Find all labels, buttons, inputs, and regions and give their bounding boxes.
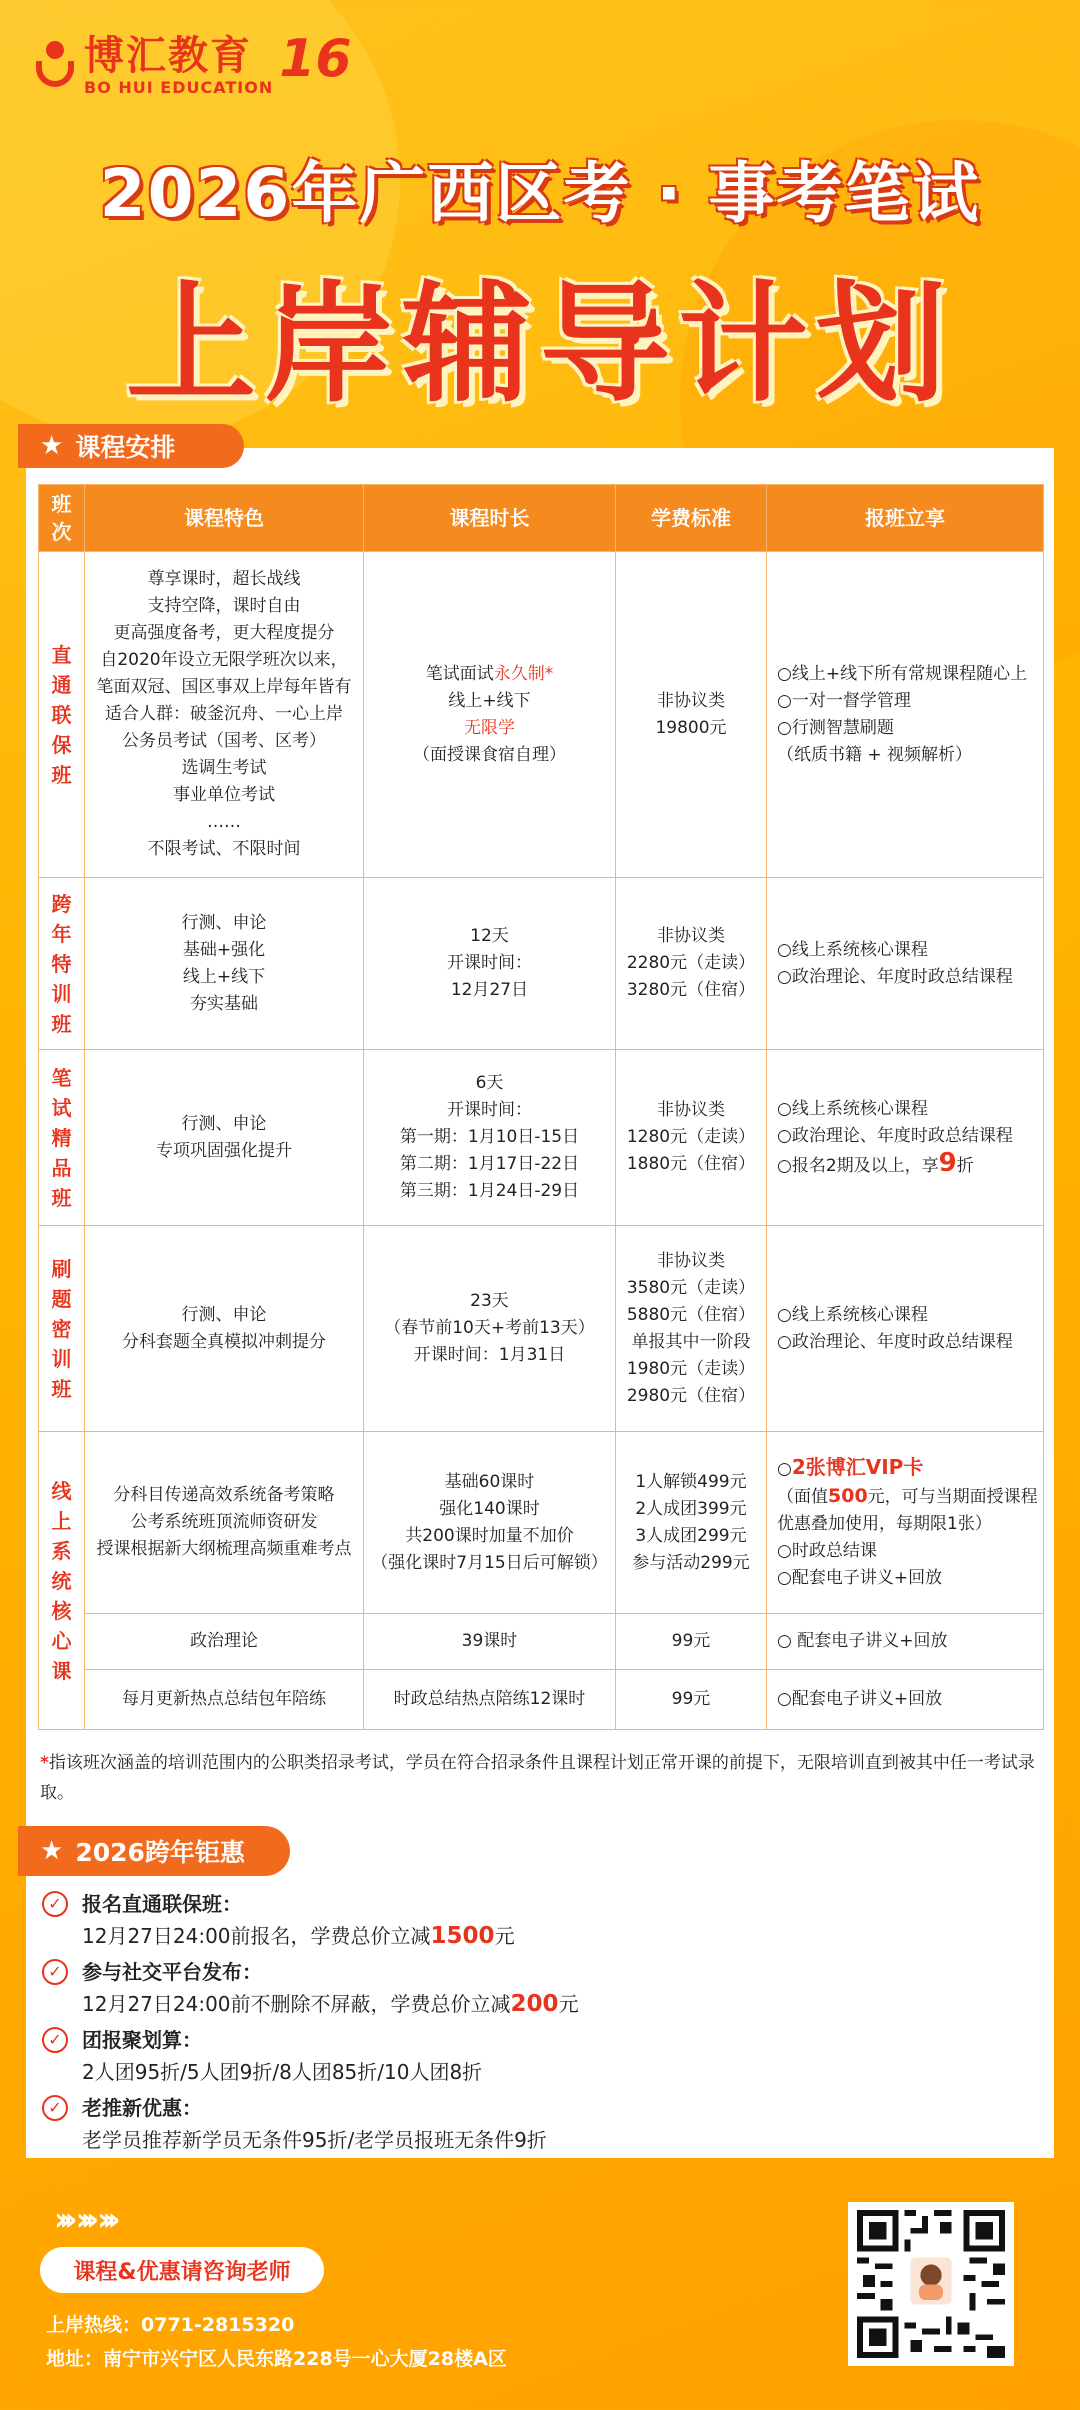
duration-cell: 6天 开课时间： 第一期：1月10日-15日 第二期：1月17日-22日 第三期：1月24日-29日 [364,1050,616,1226]
col-header-class: 班次 [39,485,85,552]
class-name: 跨 年 特 训 班 [39,878,85,1050]
section-tag-promo [18,1826,290,1876]
arrow-decor [54,2200,119,2238]
qr-code-icon[interactable] [848,2202,1014,2366]
fee-cell: 1人解锁499元 2人成团399元 3人成团299元 参与活动299元 [616,1432,767,1614]
header-subtitle: 2026年广西区考 · 事考笔试 [99,155,981,232]
table-header-row [39,485,1044,552]
benefits-cell: ○线上系统核心课程 ○政治理论、年度时政总结课程 ○报名2期及以上，享9折 [767,1050,1044,1226]
footnote: *指该班次涵盖的培训范围内的公职类招录考试，学员在符合招录条件且课程计划正常开课的前提下，无限培训直到被其中任一考试录取。 [40,1753,1035,1803]
star-icon: ★ [40,1836,64,1866]
section-label: 2026跨年钜惠 [75,1838,245,1867]
benefits-cell: ○2张博汇VIP卡 （面值500元，可与当期面授课程 优惠叠加使用，每期限1张） ○时政总结课 ○配套电子讲义+回放 [767,1432,1044,1614]
class-name: 直 通 联 保 班 [39,552,85,878]
features-cell: 行测、申论 分科套题全真模拟冲刺提分 [85,1226,364,1432]
col-header-duration: 课程时长 [364,485,616,552]
section-tag-courses [18,424,244,468]
boy-reading-logo-icon [34,41,76,91]
table-row [39,552,1044,878]
list-item: ✓ 老推新优惠： 老学员推荐新学员无条件95折/老学员报班无条件9折 [42,2092,1022,2156]
table-row [39,1670,1044,1730]
duration-cell: 39课时 [364,1614,616,1670]
list-item: ✓ 报名直通联保班： 12月27日24:00前报名，学费总价立减1500元 [42,1888,1022,1952]
brand-name-en: BO HUI EDUCATION [84,78,274,97]
fee-cell: 非协议类 19800元 [616,552,767,878]
consult-button[interactable]: 课程&优惠请咨询老师 [40,2247,324,2293]
features-cell: 行测、申论 基础+强化 线上+线下 夯实基础 [85,878,364,1050]
list-item: ✓ 参与社交平台发布： 12月27日24:00前不删除不屏蔽，学费总价立减200元 [42,1956,1022,2020]
chevron-right-icon: ››› [75,2200,92,2238]
features-cell: 每月更新热点总结包年陪练 [85,1670,364,1730]
table-row [39,1050,1044,1226]
table-row [39,1614,1044,1670]
check-circle-icon: ✓ [42,1959,68,1985]
features-cell: 尊享课时，超长战线 支持空降，课时自由 更高强度备考，更大程度提分 自2020年设立无限学班次以来， 笔面双冠、国区事双上岸每年皆有 适合人群：破釜沉舟、一心上岸 公务员考试（国考、区考） 选调生考试 事业单位考试 …… 不限考试、不限时间 [85,552,364,878]
course-table [38,484,1044,1730]
duration-cell: 12天 开课时间： 12月27日 [364,878,616,1050]
benefits-cell: ○配套电子讲义+回放 [767,1670,1044,1730]
chevron-right-icon: ››› [54,2200,70,2238]
col-header-fee: 学费标准 [616,485,767,552]
class-name: 笔 试 精 品 班 [39,1050,85,1226]
features-cell: 政治理论 [85,1614,364,1670]
brand-mark: 16 [279,28,352,89]
section-label: 课程安排 [75,433,176,462]
fee-cell: 99元 [616,1670,767,1730]
features-cell: 分科目传递高效系统备考策略 公考系统班顶流师资研发 授课根据新大纲梳理高频重难考点 [85,1432,364,1614]
check-circle-icon: ✓ [42,2027,68,2053]
duration-cell: 时政总结热点陪练12课时 [364,1670,616,1730]
check-circle-icon: ✓ [42,1891,68,1917]
fee-cell: 非协议类 1280元（走读） 1880元（住宿） [616,1050,767,1226]
class-name: 刷 题 密 训 班 [39,1226,85,1432]
promo-list [42,1888,1022,2160]
benefits-cell: ○线上系统核心课程 ○政治理论、年度时政总结课程 [767,1226,1044,1432]
benefits-cell: ○ 配套电子讲义+回放 [767,1614,1044,1670]
check-circle-icon: ✓ [42,2095,68,2121]
address: 地址：南宁市兴宁区人民东路228号一心大厦28楼A区 [46,2348,507,2370]
duration-cell: 基础60课时 强化140课时 共200课时加量不加价 （强化课时7月15日后可解锁） [364,1432,616,1614]
col-header-features: 课程特色 [85,485,364,552]
header-title: 上岸辅导计划 [125,268,954,420]
features-cell: 行测、申论 专项巩固强化提升 [85,1050,364,1226]
brand-name: 博汇教育 [84,33,252,79]
brand-logo [34,28,352,97]
fee-cell: 非协议类 2280元（走读） 3280元（住宿） [616,878,767,1050]
table-row [39,1432,1044,1614]
star-icon: ★ [40,431,64,461]
duration-cell: 笔试面试永久制* 线上+线下 无限学 （面授课食宿自理） [364,552,616,878]
hotline: 上岸热线：0771-2815320 [46,2314,295,2336]
class-name: 线 上 系 统 核 心 课 [39,1432,85,1730]
benefits-cell: ○线上+线下所有常规课程随心上 ○一对一督学管理 ○行测智慧刷题 （纸质书籍 + 视频解析） [767,552,1044,878]
chevron-right-icon: ››› [97,2200,113,2238]
col-header-benefits: 报班立享 [767,485,1044,552]
benefits-cell: ○线上系统核心课程 ○政治理论、年度时政总结课程 [767,878,1044,1050]
list-item: ✓ 团报聚划算： 2人团95折/5人团9折/8人团85折/10人团8折 [42,2024,1022,2088]
fee-cell: 非协议类 3580元（走读） 5880元（住宿） 单报其中一阶段 1980元（走读） 2980元（住宿） [616,1226,767,1432]
table-row [39,878,1044,1050]
duration-cell: 23天 （春节前10天+考前13天） 开课时间：1月31日 [364,1226,616,1432]
table-row [39,1226,1044,1432]
fee-cell: 99元 [616,1614,767,1670]
